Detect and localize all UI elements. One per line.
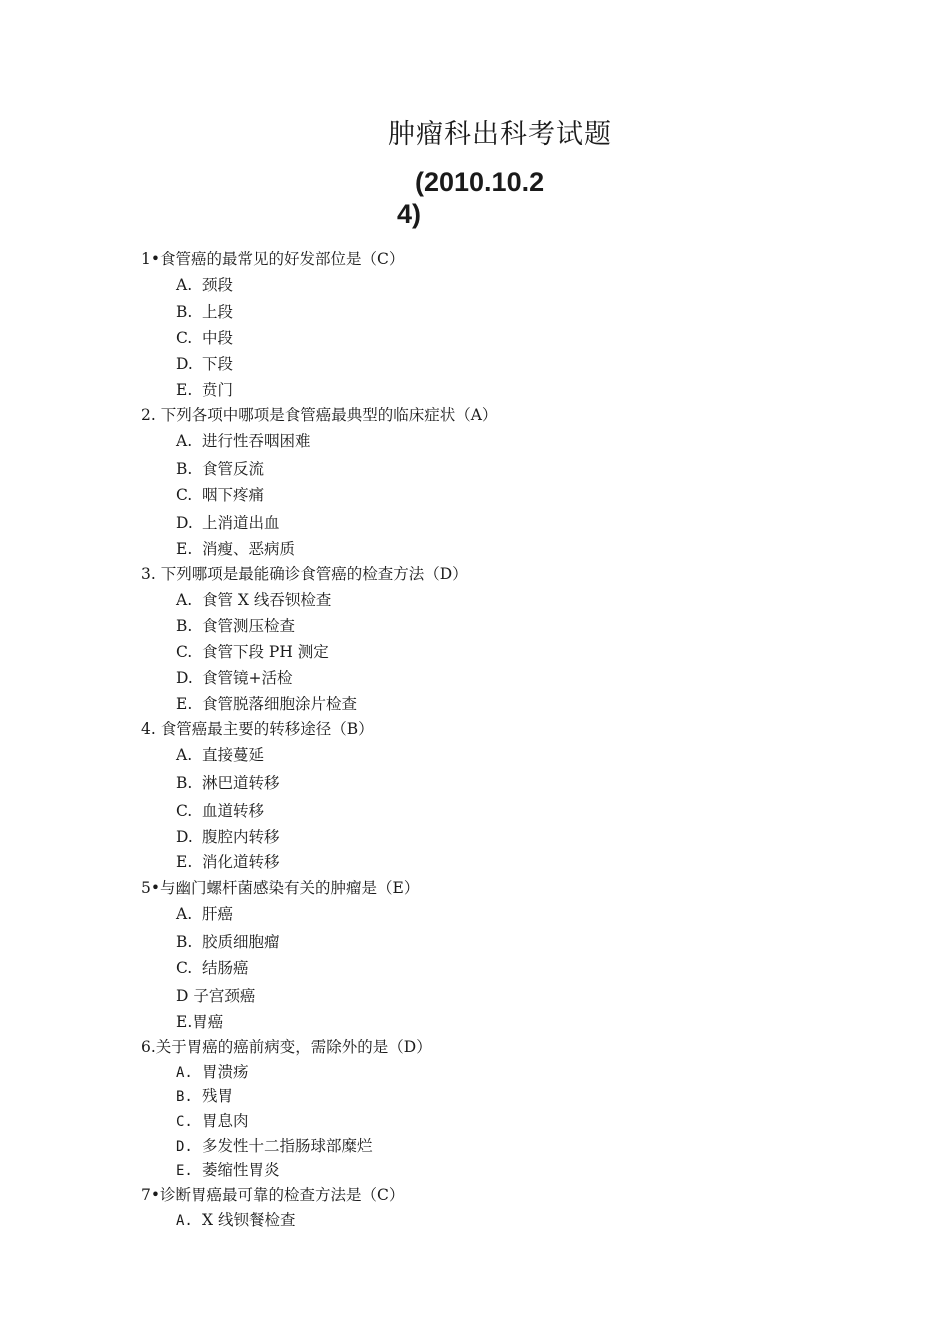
option-text: 食管下段 PH 测定 [202, 643, 329, 661]
option-key: C. [176, 802, 193, 820]
question-3-option-b [176, 616, 295, 636]
option-text: 食管测压检查 [202, 617, 296, 635]
option-key: E. [176, 381, 193, 399]
question-2-option-e [176, 539, 295, 559]
option-text: 食管 X 线吞钡检查 [202, 591, 332, 609]
option-key: E. [176, 1163, 193, 1179]
question-1-option-d [176, 354, 233, 374]
option-text: 萎缩性胃炎 [202, 1161, 280, 1179]
option-text: 胃溃疡 [202, 1063, 249, 1081]
option-key: A. [176, 746, 193, 764]
question-2-option-a [176, 431, 311, 451]
option-text: 残胃 [202, 1087, 234, 1105]
question-6-option-e [176, 1160, 280, 1181]
option-key: A. [176, 1065, 193, 1081]
question-1-option-b [176, 302, 233, 322]
question-3-stem: 3. 下列哪项是最能确诊食管癌的检查方法（D） [141, 565, 468, 583]
option-key: A. [176, 591, 193, 609]
option-text: 贲门 [202, 381, 234, 399]
question-7-stem: 7•诊断胃癌最可靠的检查方法是（C） [141, 1186, 405, 1204]
question-6-option-d [176, 1136, 373, 1157]
option-text: 食管反流 [202, 460, 265, 478]
option-key: D. [176, 828, 193, 846]
option-text: 下段 [202, 355, 234, 373]
option-text: 中段 [202, 329, 234, 347]
option-key: C. [176, 643, 193, 661]
question-3-option-d [176, 668, 293, 688]
question-1-stem: 1•食管癌的最常见的好发部位是（C） [141, 250, 405, 268]
question-6-option-a [176, 1062, 249, 1083]
option-text: 直接蔓延 [202, 746, 265, 764]
question-2-option-b [176, 459, 264, 479]
question-4-option-e [176, 852, 280, 872]
question-4-stem: 4. 食管癌最主要的转移途径（B） [141, 720, 374, 738]
option-key: B. [176, 303, 193, 321]
option-key: A. [176, 276, 193, 294]
option-text: 肝癌 [202, 905, 234, 923]
question-5-option-c [176, 958, 249, 978]
option-text: 消瘦、恶病质 [202, 540, 296, 558]
question-4-option-d [176, 827, 280, 847]
exam-date [397, 166, 567, 230]
option-key: E. [176, 540, 193, 558]
option-key: A. [176, 905, 193, 923]
option-text: 进行性吞咽困难 [202, 432, 311, 450]
exam-date-line2: 4) [397, 199, 422, 229]
question-2-stem: 2. 下列各项中哪项是食管癌最典型的临床症状（A） [141, 406, 498, 424]
option-key: A. [176, 432, 193, 450]
option-text: 结肠癌 [202, 959, 249, 977]
question-5-option-a [176, 904, 233, 924]
option-key: B. [176, 617, 193, 635]
option-text: X 线钡餐检查 [202, 1211, 296, 1229]
question-6-option-b [176, 1086, 233, 1107]
option-text: 食管镜+活检 [202, 669, 293, 687]
option-key: C. [176, 329, 193, 347]
option-text: 血道转移 [202, 802, 265, 820]
option-key: B. [176, 460, 193, 478]
exam-date-line1: (2010.10.2 [415, 167, 545, 197]
question-4-option-b [176, 773, 280, 793]
option-key: E. [176, 695, 193, 713]
option-key: C. [176, 486, 193, 504]
option-text: 咽下疼痛 [202, 486, 265, 504]
question-4-option-a [176, 745, 264, 765]
question-5-option-d [176, 986, 255, 1006]
question-1-option-e [176, 380, 233, 400]
question-5-stem: 5•与幽门螺杆菌感染有关的肿瘤是（E） [141, 879, 420, 897]
option-text: 上段 [202, 303, 234, 321]
question-2-option-c [176, 485, 264, 505]
option-key: E. [176, 1013, 193, 1031]
option-text: 淋巴道转移 [202, 774, 280, 792]
option-key: A. [176, 1213, 193, 1229]
option-text: 胃癌 [192, 1013, 224, 1031]
option-text: 消化道转移 [202, 853, 280, 871]
option-key: D [176, 987, 189, 1005]
option-text: 多发性十二指肠球部糜烂 [202, 1137, 373, 1155]
question-1-option-c [176, 328, 233, 348]
option-key: C. [176, 959, 193, 977]
option-text: 食管脱落细胞涂片检查 [202, 695, 358, 713]
question-1-option-a [176, 275, 233, 295]
option-text: 胶质细胞瘤 [202, 933, 280, 951]
option-key: D. [176, 355, 193, 373]
option-key: E. [176, 853, 193, 871]
option-key: B. [176, 1089, 193, 1105]
question-5-option-e [176, 1012, 223, 1032]
question-5-option-b [176, 932, 280, 952]
question-4-option-c [176, 801, 264, 821]
question-6-option-c [176, 1111, 249, 1132]
option-text: 颈段 [202, 276, 234, 294]
option-key: B. [176, 774, 193, 792]
option-key: D. [176, 514, 193, 532]
option-text: 胃息肉 [202, 1112, 249, 1130]
option-key: D. [176, 669, 193, 687]
option-text: 腹腔内转移 [202, 828, 280, 846]
option-key: D. [176, 1139, 193, 1155]
question-3-option-c [176, 642, 329, 662]
question-3-option-a [176, 590, 331, 610]
question-2-option-d [176, 513, 280, 533]
page-title: 肿瘤科出科考试题 [388, 119, 612, 150]
question-7-option-a [176, 1210, 295, 1231]
option-text: 上消道出血 [202, 514, 280, 532]
option-text: 子宫颈癌 [193, 987, 256, 1005]
question-3-option-e [176, 694, 357, 714]
option-key: C. [176, 1114, 193, 1130]
option-key: B. [176, 933, 193, 951]
question-6-stem: 6.关于胃癌的癌前病变，需除外的是（D） [141, 1038, 432, 1056]
